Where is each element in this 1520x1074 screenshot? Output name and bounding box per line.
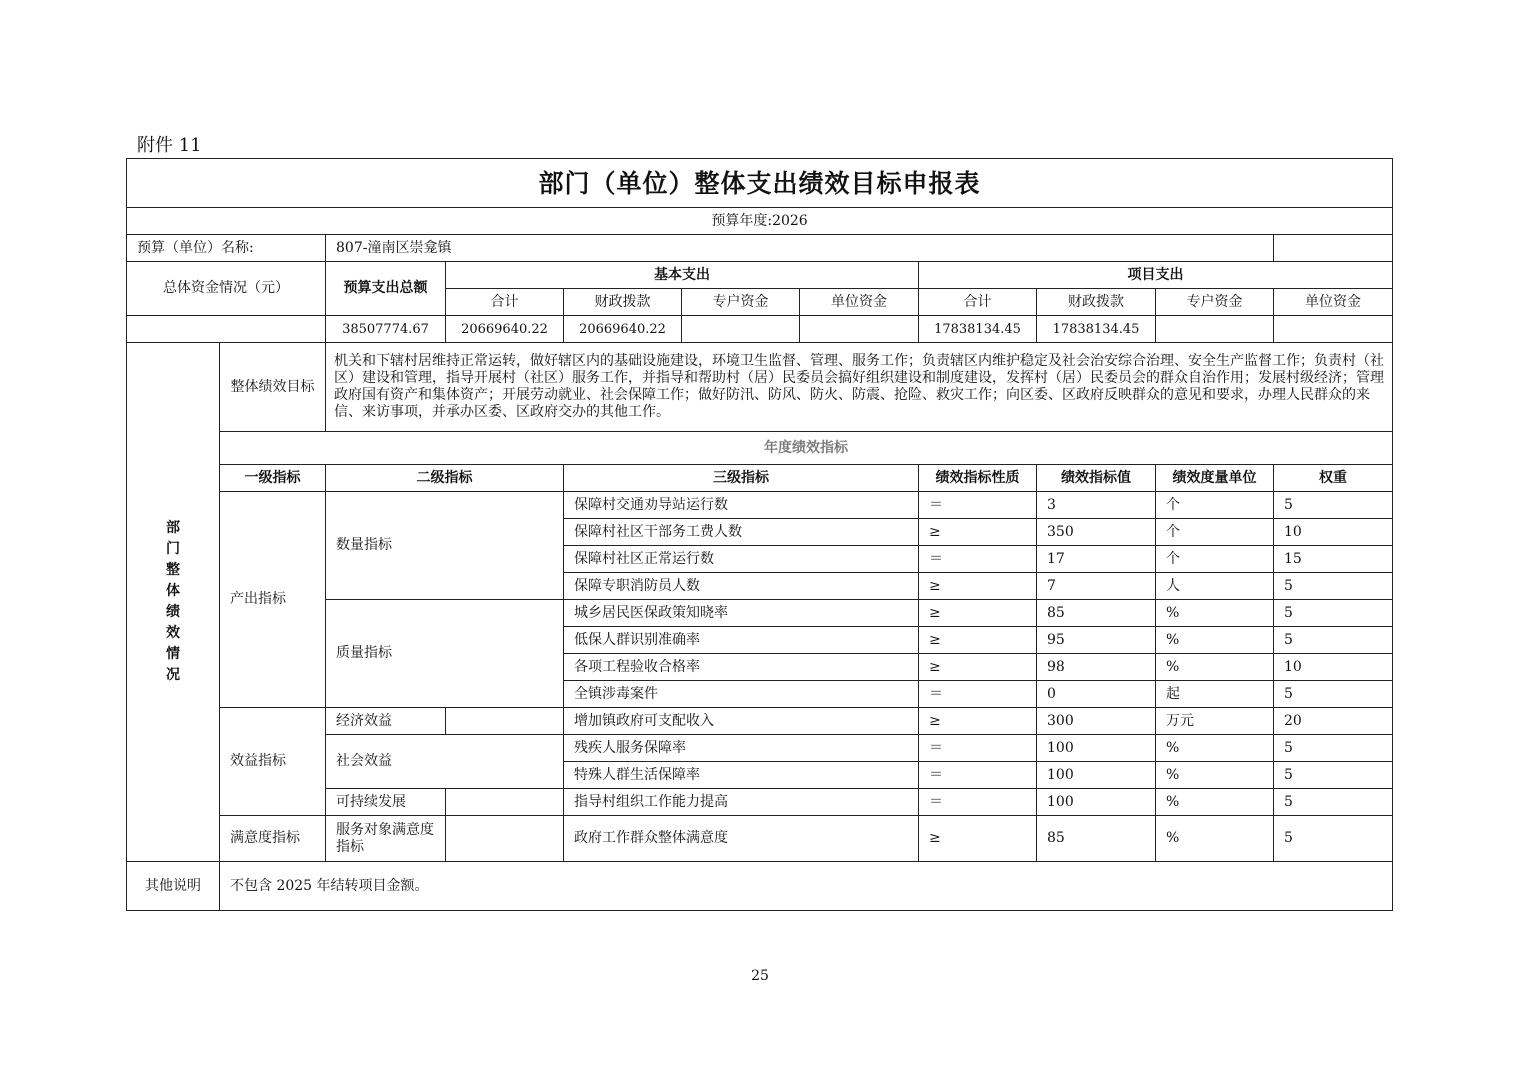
level2-service-blank — [446, 816, 564, 862]
indicator-op: ＝ — [919, 546, 1037, 573]
indicator-value: 7 — [1037, 573, 1156, 600]
sub-header-basic-fiscal: 财政拨款 — [564, 289, 682, 316]
goal-label: 整体绩效目标 — [220, 343, 326, 432]
header-level3: 三级指标 — [564, 465, 919, 492]
indicator-unit: % — [1156, 762, 1274, 789]
indicator-op: ≥ — [919, 708, 1037, 735]
sub-header-basic-total: 合计 — [446, 289, 564, 316]
basic-expense-header: 基本支出 — [446, 262, 919, 289]
indicator-unit: % — [1156, 600, 1274, 627]
level2-social: 社会效益 — [326, 735, 564, 789]
sub-header-project-fiscal: 财政拨款 — [1037, 289, 1156, 316]
indicator-value: 98 — [1037, 654, 1156, 681]
level3-name: 各项工程验收合格率 — [564, 654, 919, 681]
indicator-value: 95 — [1037, 627, 1156, 654]
fund-values-blank — [127, 316, 326, 343]
form-title: 部门（单位）整体支出绩效目标申报表 — [127, 159, 1393, 208]
indicator-weight: 5 — [1274, 627, 1393, 654]
level3-name: 特殊人群生活保障率 — [564, 762, 919, 789]
indicator-weight: 5 — [1274, 762, 1393, 789]
level2-economic: 经济效益 — [326, 708, 446, 735]
table-row — [127, 816, 1393, 862]
basic-total-value: 20669640.22 — [446, 316, 564, 343]
level3-name: 保障村社区干部务工费人数 — [564, 519, 919, 546]
sub-header-project-special: 专户资金 — [1156, 289, 1274, 316]
unit-name-blank — [1274, 235, 1393, 262]
indicator-op: ＝ — [919, 681, 1037, 708]
basic-special-value — [682, 316, 800, 343]
unit-name-label: 预算（单位）名称: — [127, 235, 326, 262]
indicator-weight: 5 — [1274, 789, 1393, 816]
level1-benefit: 效益指标 — [220, 708, 326, 816]
indicator-value: 350 — [1037, 519, 1156, 546]
indicator-weight: 5 — [1274, 600, 1393, 627]
header-value: 绩效指标值 — [1037, 465, 1156, 492]
section-label: 部门整体绩效情况 — [127, 343, 220, 862]
sub-header-project-unit: 单位资金 — [1274, 289, 1393, 316]
indicator-unit: % — [1156, 654, 1274, 681]
level2-quality: 质量指标 — [326, 600, 564, 708]
project-total-value: 17838134.45 — [919, 316, 1037, 343]
level3-name: 增加镇政府可支配收入 — [564, 708, 919, 735]
indicator-weight: 5 — [1274, 681, 1393, 708]
indicator-weight: 5 — [1274, 492, 1393, 519]
annual-indicator-label: 年度绩效指标 — [220, 432, 1393, 465]
indicator-value: 85 — [1037, 600, 1156, 627]
attachment-label: 附件 11 — [137, 135, 202, 156]
indicator-weight: 5 — [1274, 816, 1393, 862]
indicator-op: ＝ — [919, 492, 1037, 519]
indicator-value: 85 — [1037, 816, 1156, 862]
sub-header-project-total: 合计 — [919, 289, 1037, 316]
indicator-unit: % — [1156, 627, 1274, 654]
indicator-unit: 人 — [1156, 573, 1274, 600]
header-level1: 一级指标 — [220, 465, 326, 492]
table-row — [127, 492, 1393, 519]
indicator-weight: 15 — [1274, 546, 1393, 573]
performance-form-table — [126, 158, 1393, 911]
indicator-unit: % — [1156, 735, 1274, 762]
level2-quantity: 数量指标 — [326, 492, 564, 600]
fund-total-header: 预算支出总额 — [326, 262, 446, 316]
indicator-op: ＝ — [919, 789, 1037, 816]
indicator-unit: % — [1156, 816, 1274, 862]
indicator-weight: 10 — [1274, 654, 1393, 681]
basic-fiscal-value: 20669640.22 — [564, 316, 682, 343]
fund-situation-label: 总体资金情况（元） — [127, 262, 326, 316]
sub-header-basic-unit: 单位资金 — [800, 289, 919, 316]
level3-name: 城乡居民医保政策知晓率 — [564, 600, 919, 627]
header-level2: 二级指标 — [326, 465, 564, 492]
indicator-value: 100 — [1037, 735, 1156, 762]
level3-name: 指导村组织工作能力提高 — [564, 789, 919, 816]
indicator-op: ＝ — [919, 735, 1037, 762]
header-unit: 绩效度量单位 — [1156, 465, 1274, 492]
level2-sustainable-blank — [446, 789, 564, 816]
unit-name-value: 807-潼南区崇龛镇 — [326, 235, 1274, 262]
level3-name: 残疾人服务保障率 — [564, 735, 919, 762]
level2-service: 服务对象满意度指标 — [326, 816, 446, 862]
fund-total-value: 38507774.67 — [326, 316, 446, 343]
level1-output: 产出指标 — [220, 492, 326, 708]
indicator-op: ≥ — [919, 654, 1037, 681]
indicator-op: ≥ — [919, 519, 1037, 546]
level3-name: 全镇涉毒案件 — [564, 681, 919, 708]
indicator-op: ≥ — [919, 627, 1037, 654]
indicator-value: 100 — [1037, 762, 1156, 789]
indicator-unit: 起 — [1156, 681, 1274, 708]
project-unit-value — [1274, 316, 1393, 343]
indicator-unit: % — [1156, 789, 1274, 816]
indicator-weight: 5 — [1274, 573, 1393, 600]
level3-name: 低保人群识别准确率 — [564, 627, 919, 654]
goal-text: 机关和下辖村居维持正常运转，做好辖区内的基础设施建设，环境卫生监督、管理、服务工作；负责辖区内维护稳定及社会治安综合治理、安全生产监督工作；负责村（社区）建设和管理，指导开展村（社区）服务工作，并指导和帮助村（居）民委员会搞好组织建设和制度建设，发挥村（居）民委员会的群众自治作用；发展村级经济；管理政府国有资产和集体资产；开展劳动就业、社会保障工作；做好防汛、防风、防火、防震、抢险、救灾工作；向区委、区政府反映群众的意见和要求，办理人民群众的来信、来访事项，并承办区委、区政府交办的其他工作。 — [326, 343, 1393, 432]
indicator-unit: 个 — [1156, 519, 1274, 546]
header-weight: 权重 — [1274, 465, 1393, 492]
budget-year: 预算年度:2026 — [127, 208, 1393, 235]
indicator-weight: 20 — [1274, 708, 1393, 735]
indicator-unit: 个 — [1156, 492, 1274, 519]
level3-name: 政府工作群众整体满意度 — [564, 816, 919, 862]
level3-name: 保障村社区正常运行数 — [564, 546, 919, 573]
indicator-op: ＝ — [919, 762, 1037, 789]
indicator-unit: 万元 — [1156, 708, 1274, 735]
level2-economic-blank — [446, 708, 564, 735]
other-notes-text: 不包含 2025 年结转项目金额。 — [220, 862, 1393, 911]
project-special-value — [1156, 316, 1274, 343]
indicator-value: 100 — [1037, 789, 1156, 816]
indicator-value: 300 — [1037, 708, 1156, 735]
level2-sustainable: 可持续发展 — [326, 789, 446, 816]
header-nature: 绩效指标性质 — [919, 465, 1037, 492]
other-notes-label: 其他说明 — [127, 862, 220, 911]
indicator-value: 3 — [1037, 492, 1156, 519]
sub-header-basic-special: 专户资金 — [682, 289, 800, 316]
indicator-weight: 5 — [1274, 735, 1393, 762]
indicator-op: ≥ — [919, 600, 1037, 627]
project-expense-header: 项目支出 — [919, 262, 1393, 289]
indicator-value: 0 — [1037, 681, 1156, 708]
page-number: 25 — [751, 968, 769, 984]
indicator-op: ≥ — [919, 816, 1037, 862]
indicator-value: 17 — [1037, 546, 1156, 573]
indicator-weight: 10 — [1274, 519, 1393, 546]
level1-satisfaction: 满意度指标 — [220, 816, 326, 862]
level3-name: 保障专职消防员人数 — [564, 573, 919, 600]
level3-name: 保障村交通劝导站运行数 — [564, 492, 919, 519]
project-fiscal-value: 17838134.45 — [1037, 316, 1156, 343]
indicator-op: ≥ — [919, 573, 1037, 600]
indicator-unit: 个 — [1156, 546, 1274, 573]
table-row — [127, 708, 1393, 735]
basic-unit-value — [800, 316, 919, 343]
